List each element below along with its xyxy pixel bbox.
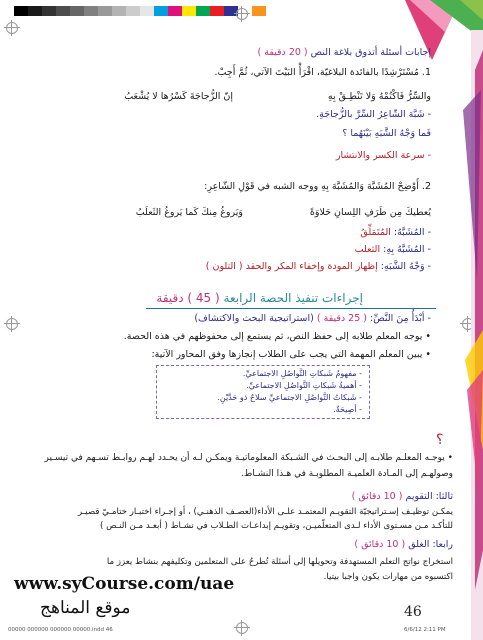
procedures-time: ( 45 ) دقيقة xyxy=(156,291,220,305)
crop-mark-top-center xyxy=(236,8,248,20)
topic-item: - مفهومُ شَبكاتِ التَّواصُلِ الاجتماعيِّ. xyxy=(242,369,362,378)
start-label: - أبْدَأُ مِنَ النَّصِّ: xyxy=(370,313,431,324)
print-info-right: 6/6/12 2:11 PM xyxy=(404,627,446,633)
print-info-left: 00000 000000 000000 00000.indd 46 xyxy=(8,627,113,633)
closure-label: رابعا: الغلق xyxy=(408,539,453,550)
q2-text: 2. أَوْضِحْ المُشَبَّهَ وَالمُشَبَّهَ بِهِ ووجه الشبه في قَوْلِ الشّاعِرِ: xyxy=(204,181,431,192)
crop-mark-mid-left xyxy=(6,318,18,330)
assessment-time: ( 10 دقائق ) xyxy=(351,491,403,502)
q2-verse-left: وَيَروغُ مِنكَ كَما يَروغُ الثَعلَبُ xyxy=(135,207,243,218)
q1-verse-left: والسِّرُّ فَاكْتُمْهُ وَلا تَنْطِـقْ بِهِ xyxy=(327,91,431,102)
color-swatch xyxy=(42,6,56,16)
topics-list xyxy=(162,368,362,416)
start-row xyxy=(51,312,431,325)
closure-line-1: استخراج نواتج التعلم المستهدفة وتحويلها إلى أسئلة تُطرحُ على المتعلمين وتكليفهم بنشاط يعزز ما xyxy=(106,557,453,567)
color-swatch xyxy=(182,6,196,16)
q2-line-3-value: إظهار المودة وإخفاء المكر والحقد ( التلون ) xyxy=(205,261,378,272)
decorative-triangles xyxy=(257,0,483,70)
assessment-line-2: للتأكـد مـن مسـتوى الأداء لـدى المتعلّميـن، وتقويـم إبداعـات الطـلاب في نشـاط ( أبعـد مـن النـص ) xyxy=(99,521,453,531)
crop-mark-top-left xyxy=(6,22,18,34)
color-swatch xyxy=(84,6,98,16)
procedures-title-row xyxy=(63,290,363,306)
topic-item: - أهميةُ شَبكاتِ التَّواصُلِ الاجتماعيِّ. xyxy=(246,381,362,390)
q2-line-1-label: - المُشَبَّهُ: xyxy=(393,227,431,238)
topic-item: - شَبكاتُ التَّواصُلِ الاجتماعيِّ سلاحٌ ذو حَدَّيْنِ. xyxy=(217,393,362,402)
closure-time: ( 10 دقائق ) xyxy=(354,539,406,550)
print-color-bar xyxy=(14,6,266,16)
q2-line-1 xyxy=(51,226,431,239)
bullet-2: • يبين المعلم المهمة التي يجب على الطلاب إنجازها وفق المحاور الآتية: xyxy=(151,349,431,360)
color-swatch xyxy=(14,6,28,16)
color-swatch xyxy=(154,6,168,16)
q2-line-2-value: الثعلب xyxy=(354,244,381,255)
q1-answer: - سرعة الكسر والانتشار xyxy=(335,150,431,161)
start-strategy: (استراتيجية البحث والاكتشاف) xyxy=(194,313,314,324)
color-swatch xyxy=(168,6,182,16)
bullet-3-line-1: • يوجـه المعلـم طلابـه إلى البحـث في الشـبكة المعلوماتيـة ويمكـن لـه أن يحـدد لهـم روابـط تسـهم في تيسـير xyxy=(44,453,453,463)
q2-line-2-label: - المُشَبَّهُ بِهِ: xyxy=(383,244,431,255)
q1-point-b: فَما وَجْهُ الشَّبَهِ بَيْنَهُما ؟ xyxy=(342,128,431,139)
section-header xyxy=(51,46,431,59)
bullet-3-line-2: وصولهـم إلى المـادة العلميـة المطلوبـة في هـذا النشـاط. xyxy=(241,469,453,479)
crop-mark-bottom-center xyxy=(236,622,248,634)
color-swatch xyxy=(210,6,224,16)
red-mark: ؟ xyxy=(436,432,444,448)
color-swatch xyxy=(140,6,154,16)
color-swatch xyxy=(28,6,42,16)
color-swatch xyxy=(98,6,112,16)
start-time: ( 25 دقيقة ) xyxy=(316,313,367,324)
q1-point-a: - شَبَّهَ الشّاعِرُ السِّرَّ بالزُّجاجَةِ. xyxy=(316,109,431,120)
section-time: ( 20 دقيقة ) xyxy=(257,47,308,58)
q2-line-1-value: المُتَمَلِّقُ xyxy=(360,227,391,238)
topic-item: - أصِيحَةٌ. xyxy=(333,405,362,414)
q2-line-3-label: - وَجْهُ الشَّبَهِ: xyxy=(380,261,431,272)
assessment-line-1: يمكـن توظيـف إسـتراتيجيّة التقويـم المعتمـد علـى الأداء(العصـف الذهنـي) ، أو إجـراء اختبـار ختامـيّ قصيـر xyxy=(78,507,453,517)
color-swatch xyxy=(112,6,126,16)
watermark-url: www.syCourse.com/uae xyxy=(14,574,235,594)
section-title: إجابات أسئلة أتذوق بلاغة النص xyxy=(310,47,431,58)
title-underline xyxy=(146,308,436,309)
bullet-1: • يوجه المعلم طلابه إلى حفظ النص، ثم يستمع إلى محفوظهم في هذه الحصة. xyxy=(123,331,431,342)
page-number: 46 xyxy=(404,604,422,620)
q2-verse-right: يُعطيكَ مِن طَرَفِ اللِسانِ حَلاوَةً xyxy=(309,207,431,218)
q2-line-2 xyxy=(51,243,431,256)
closure-line-2: اكتسبوه من مهارات يكون واجبا بيتيا. xyxy=(323,572,453,582)
color-swatch xyxy=(196,6,210,16)
watermark-arabic: موقع المناهج xyxy=(40,598,131,618)
color-swatch xyxy=(126,6,140,16)
q2-line-3 xyxy=(51,260,431,273)
closure-heading xyxy=(43,538,453,551)
color-swatch xyxy=(70,6,84,16)
right-side-decoration xyxy=(453,30,483,640)
procedures-title: إجراءات تنفيذ الحصة الرابعة xyxy=(223,291,363,305)
assessment-label: ثالثا: التقويم xyxy=(405,491,453,502)
q1-verse-right: إنّ الزُّجاجَةَ كَسْرُها لا يُشْعَبُ xyxy=(124,91,233,102)
q1-text: 1. مُسْتَرْشِدًا بالفائدة البلاغيّة، اقْرَأْ البَيْتَ الآتي، ثُمَّ أَجِبْ. xyxy=(214,67,431,78)
assessment-heading xyxy=(43,490,453,503)
color-swatch xyxy=(56,6,70,16)
